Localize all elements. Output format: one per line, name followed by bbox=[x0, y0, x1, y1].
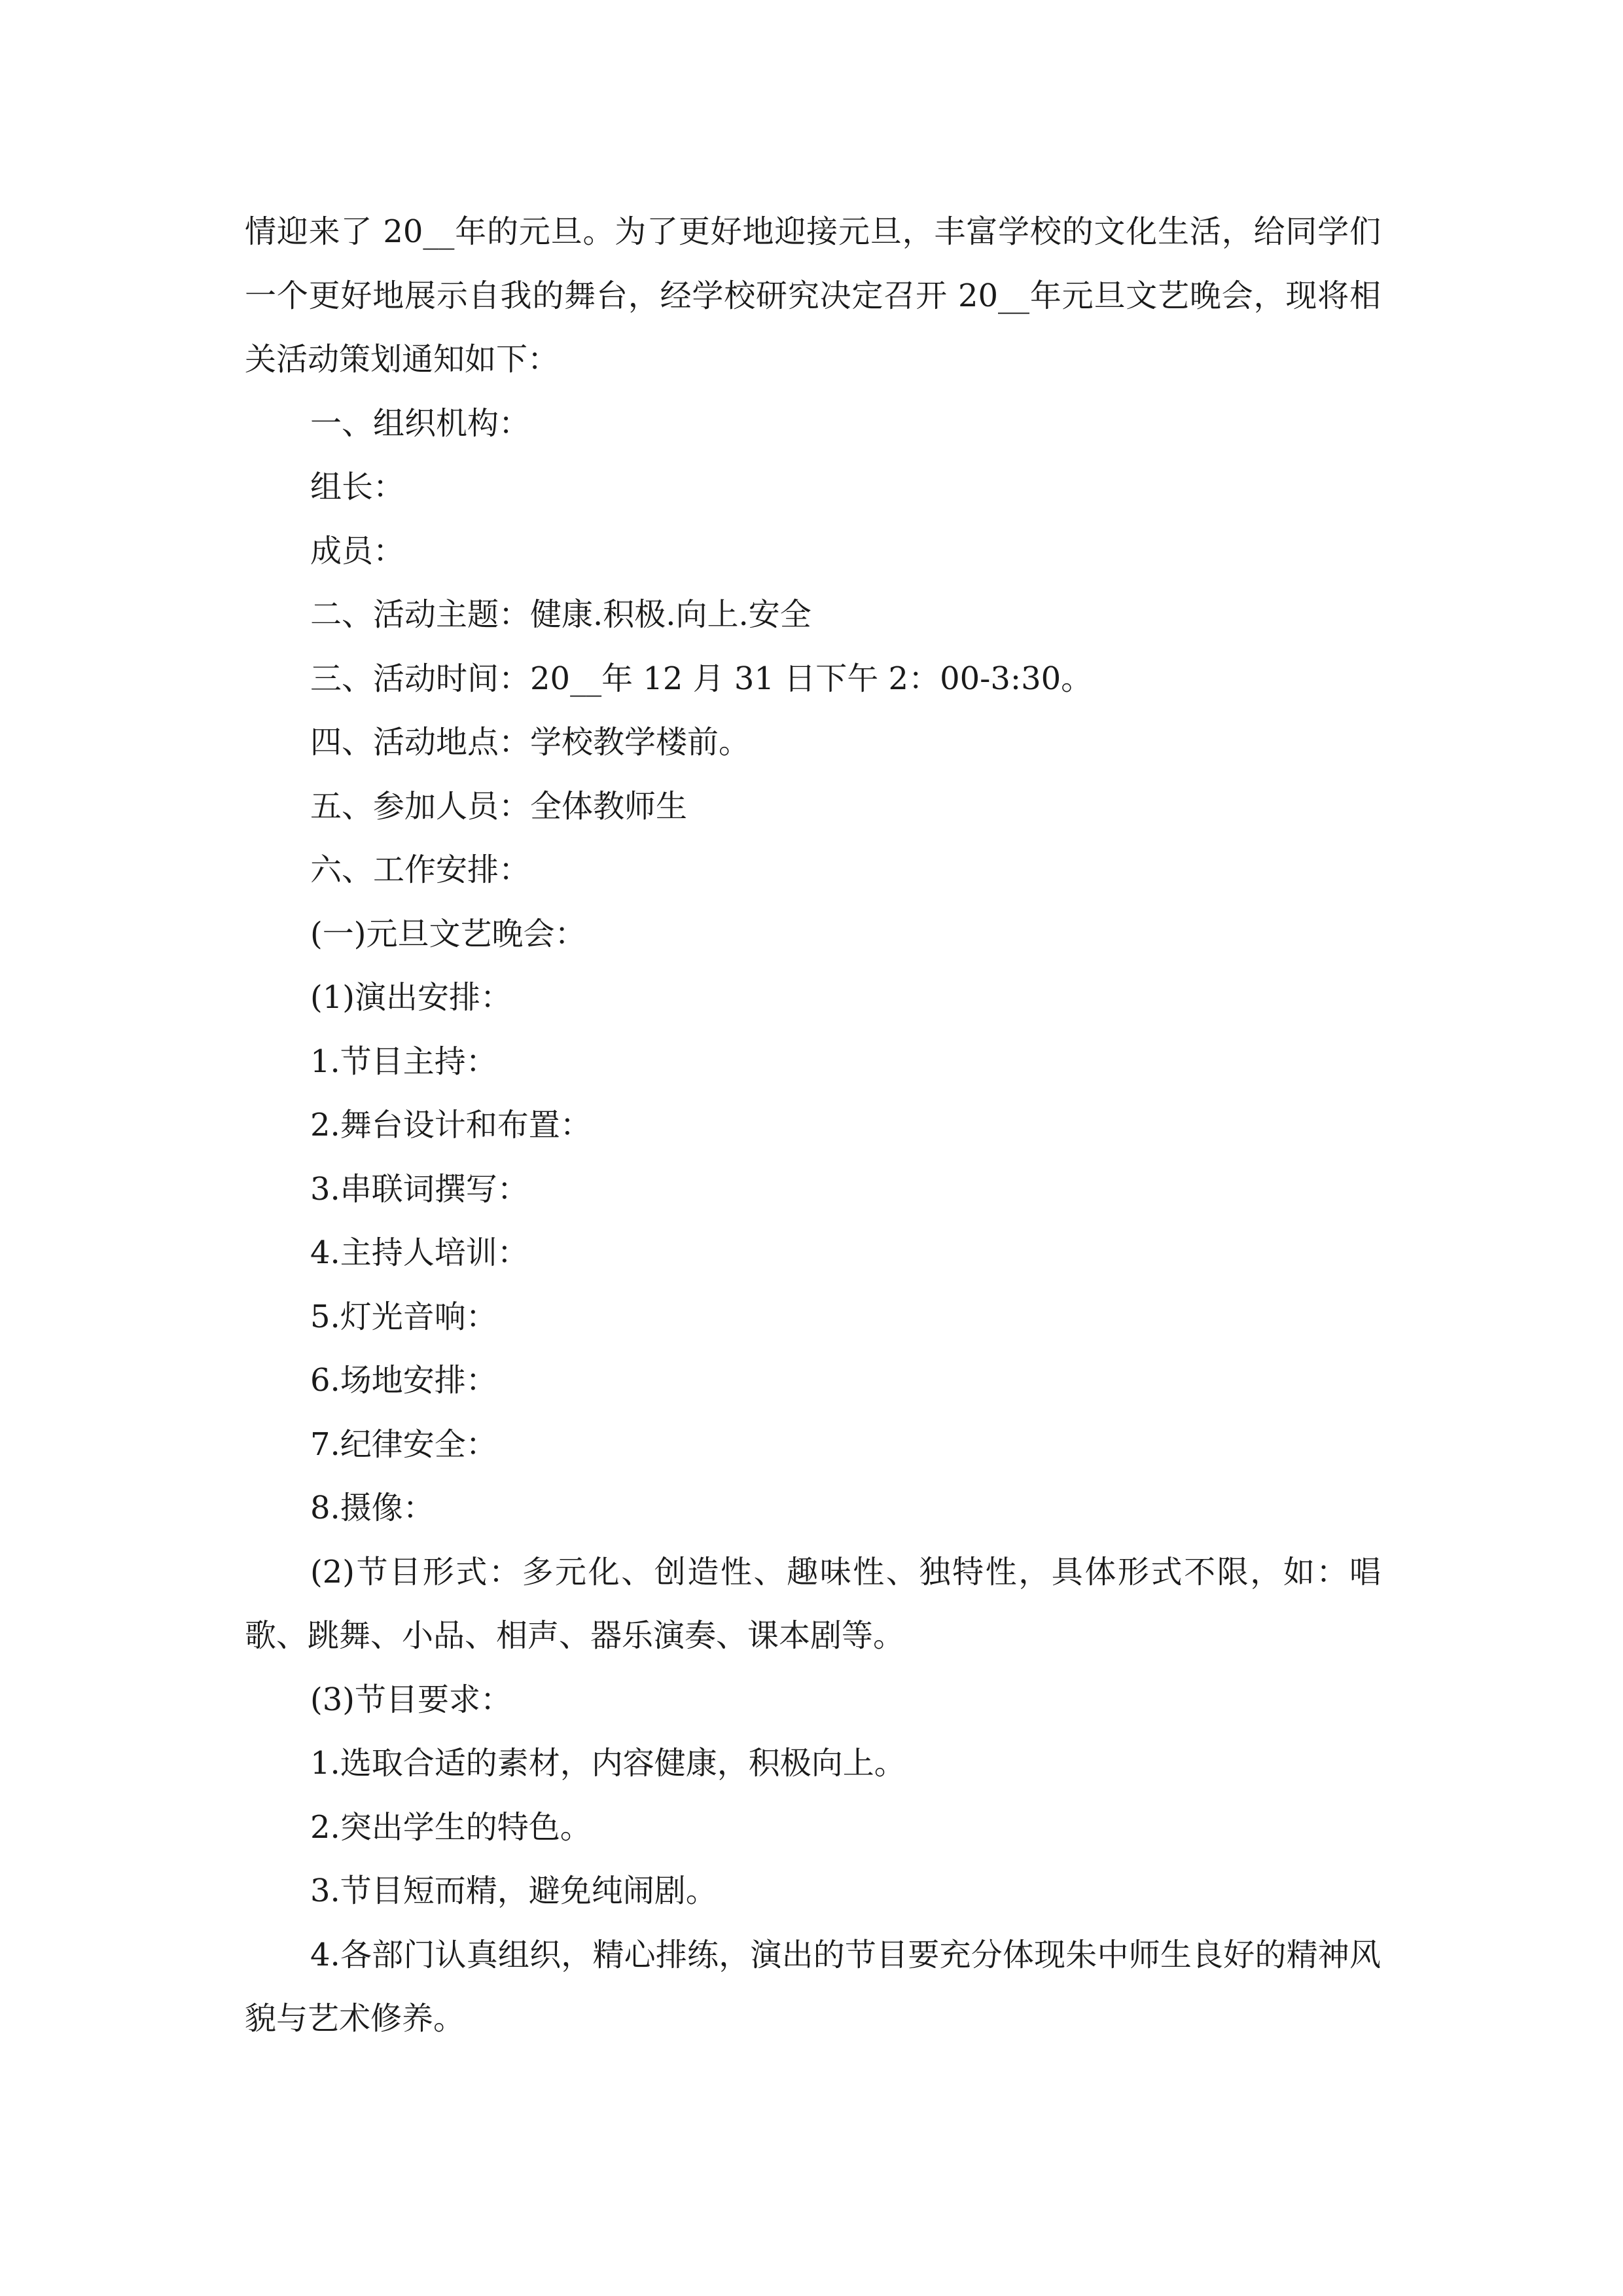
list-item: 4.各部门认真组织，精心排练，演出的节目要充分体现朱中师生良好的精神风貌与艺术修养。 bbox=[245, 1936, 1381, 2037]
list-item: 2.舞台设计和布置： bbox=[310, 1107, 592, 1143]
section-location: 四、活动地点：学校教学楼前。 bbox=[310, 724, 751, 761]
document-body bbox=[245, 200, 1381, 2051]
section-work-arrangement: 六、工作安排： bbox=[310, 852, 531, 888]
paragraph-intro: 情迎来了 20__年的元旦。为了更好地迎接元旦，丰富学校的文化生活，给同学们一个更好地展示自我的舞台，经学校研究决定召开 20__年元旦文艺晚会，现将相关活动策划通知如下： bbox=[245, 213, 1381, 378]
list-item: 3.串联词撰写： bbox=[310, 1170, 529, 1208]
list-item: 3.节目短而精，避免纯闹剧。 bbox=[310, 1873, 717, 1909]
section-organization: 一、组织机构： bbox=[310, 404, 531, 442]
subsection-gala: (一)元旦文艺晚会： bbox=[310, 915, 586, 952]
list-item: 6.场地安排： bbox=[310, 1362, 497, 1399]
program-form-paragraph: (2)节目形式：多元化、创造性、趣味性、独特性，具体形式不限，如：唱歌、跳舞、小品、相声、器乐演奏、课本剧等。 bbox=[245, 1553, 1381, 1654]
list-item: 5.灯光音响： bbox=[310, 1298, 497, 1335]
list-item: 1.节目主持： bbox=[310, 1043, 497, 1080]
list-item: 1.选取合适的素材，内容健康，积极向上。 bbox=[310, 1745, 906, 1782]
list-item: 4.主持人培训： bbox=[310, 1234, 529, 1271]
section-time: 三、活动时间：20__年 12 月 31 日下午 2：00-3:30。 bbox=[310, 660, 1093, 697]
list-item: 8.摄像： bbox=[310, 1490, 435, 1526]
members-line: 成员： bbox=[310, 532, 405, 569]
section-participants: 五、参加人员：全体教师生 bbox=[310, 787, 688, 825]
section-theme: 二、活动主题：健康.积极.向上.安全 bbox=[310, 596, 812, 633]
list-item: 7.纪律安全： bbox=[310, 1426, 497, 1463]
performance-arrangement: (1)演出安排： bbox=[310, 979, 512, 1016]
program-requirements: (3)节目要求： bbox=[310, 1681, 512, 1718]
leader-line: 组长： bbox=[310, 469, 405, 505]
list-item: 2.突出学生的特色。 bbox=[310, 1808, 592, 1846]
